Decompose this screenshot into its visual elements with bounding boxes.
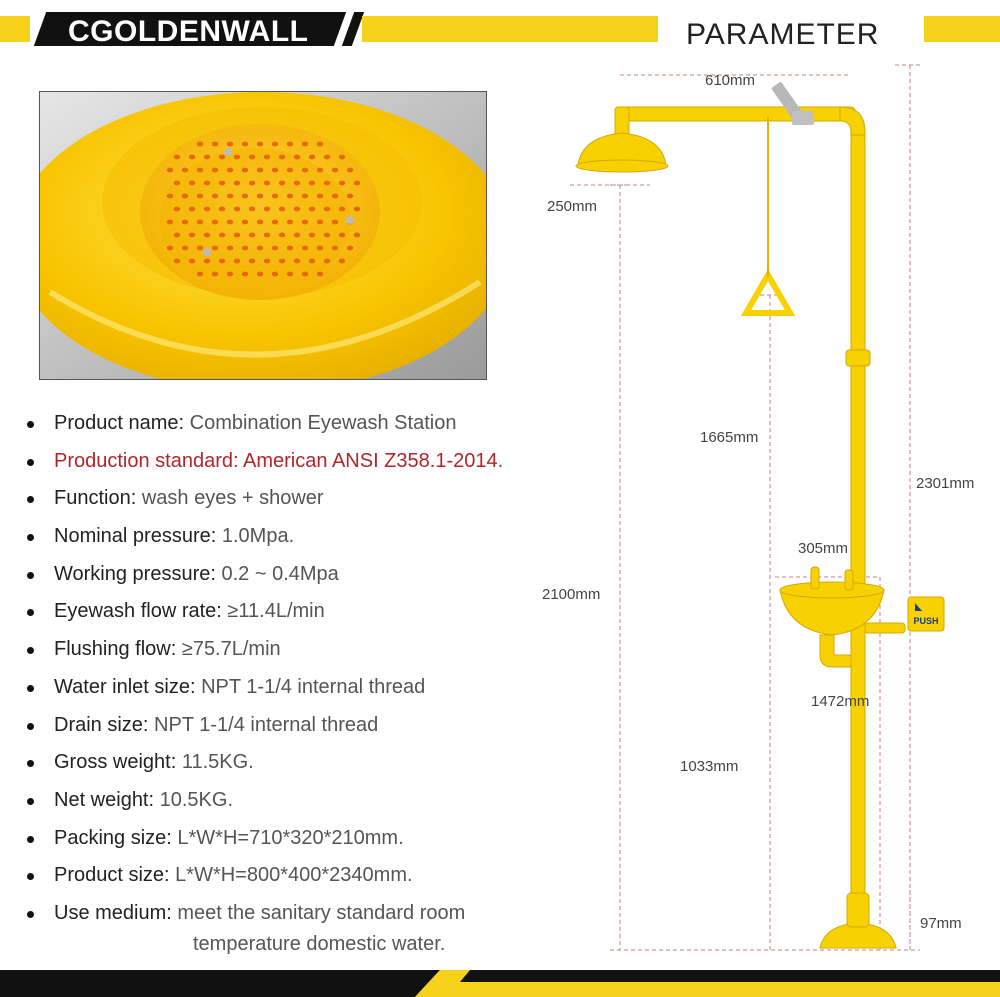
spec-value: ≥75.7L/min <box>176 638 281 661</box>
spec-list <box>25 405 585 933</box>
spec-item <box>25 707 585 745</box>
spec-label: Eyewash flow rate: <box>54 600 222 623</box>
use-medium-continued: temperature domestic water. <box>193 933 446 955</box>
bullet-icon <box>27 496 34 503</box>
spec-label: Net weight: <box>54 788 155 811</box>
bullet-icon <box>27 798 34 805</box>
spec-value: Combination Eyewash Station <box>184 412 457 434</box>
push-label: PUSH <box>913 616 939 626</box>
spec-item <box>25 593 585 631</box>
spec-item <box>25 857 585 895</box>
spec-label: Water inlet size: <box>54 675 196 698</box>
spec-label: Product size: <box>54 864 170 887</box>
spec-label: Production standard: <box>54 449 239 472</box>
spec-label: Gross weight: <box>54 751 177 774</box>
product-diagram <box>520 55 1000 975</box>
bullet-icon <box>27 647 34 654</box>
top-banner <box>0 12 1000 51</box>
banner-slash <box>342 12 364 46</box>
spec-value: 11.5KG. <box>176 751 254 774</box>
spec-value: meet the sanitary standard room <box>171 901 466 924</box>
bottom-banner <box>0 970 1000 997</box>
bottom-stripe <box>0 970 1000 997</box>
dim-305: 305mm <box>798 540 849 557</box>
spec-item <box>25 631 585 669</box>
spec-value: 0.2 ~ 0.4Mpa <box>215 562 339 585</box>
dim-97: 97mm <box>920 915 962 932</box>
bullet-icon <box>27 534 34 541</box>
spec-value: L*W*H=710*320*210mm. <box>171 826 404 849</box>
spec-item <box>25 782 585 820</box>
spec-item <box>25 744 585 782</box>
spec-item <box>25 556 585 594</box>
spec-label: Function: <box>54 487 137 510</box>
bullet-icon <box>27 459 34 466</box>
spec-label: Drain size: <box>54 713 149 736</box>
dim-1472: 1472mm <box>811 693 870 710</box>
spec-label: Working pressure: <box>54 562 216 585</box>
bullet-icon <box>27 685 34 692</box>
dim-1033: 1033mm <box>680 758 739 775</box>
spec-label: Product name: <box>54 412 185 434</box>
bullet-icon <box>27 836 34 843</box>
page-title: PARAMETER <box>686 18 880 51</box>
spec-item <box>25 443 585 481</box>
dim-2301: 2301mm <box>916 475 975 492</box>
banner-strip-right <box>924 16 1000 42</box>
shower-head-image <box>40 92 487 380</box>
spec-label: Nominal pressure: <box>54 525 217 548</box>
brand-name: CGOLDENWALL <box>68 15 309 48</box>
spec-label: Use medium: <box>54 901 172 924</box>
bullet-icon <box>27 760 34 767</box>
spec-value: NPT 1-1/4 internal thread <box>148 713 379 736</box>
spec-label: Flushing flow: <box>54 638 177 661</box>
dim-250: 250mm <box>547 198 598 215</box>
spec-item <box>25 405 585 443</box>
spec-value: 1.0Mpa. <box>216 525 295 548</box>
dim-2100: 2100mm <box>542 586 601 603</box>
banner-strip-middle <box>362 16 658 42</box>
shower-head-photo <box>39 91 487 380</box>
spec-item <box>25 895 585 933</box>
bullet-icon <box>27 723 34 730</box>
bullet-icon <box>27 911 34 918</box>
banner-strip-left <box>0 16 30 42</box>
spec-value: NPT 1-1/4 internal thread <box>195 675 426 698</box>
dim-610: 610mm <box>705 72 756 89</box>
bullet-icon <box>27 572 34 579</box>
bullet-icon <box>27 609 34 616</box>
spec-item <box>25 820 585 858</box>
spec-value: 10.5KG. <box>154 788 233 811</box>
spec-item <box>25 518 585 556</box>
bullet-icon <box>27 873 34 880</box>
bullet-icon <box>27 421 34 428</box>
spec-item <box>25 480 585 518</box>
spec-value: wash eyes + shower <box>136 487 324 510</box>
dim-1665: 1665mm <box>700 429 759 446</box>
eyewash-station-drawing <box>520 55 1000 975</box>
spec-value: L*W*H=800*400*2340mm. <box>169 864 413 887</box>
spec-value: ≥11.4L/min <box>221 600 325 623</box>
spec-value: American ANSI Z358.1-2014. <box>238 449 504 472</box>
spec-label: Packing size: <box>54 826 172 849</box>
spec-item <box>25 669 585 707</box>
